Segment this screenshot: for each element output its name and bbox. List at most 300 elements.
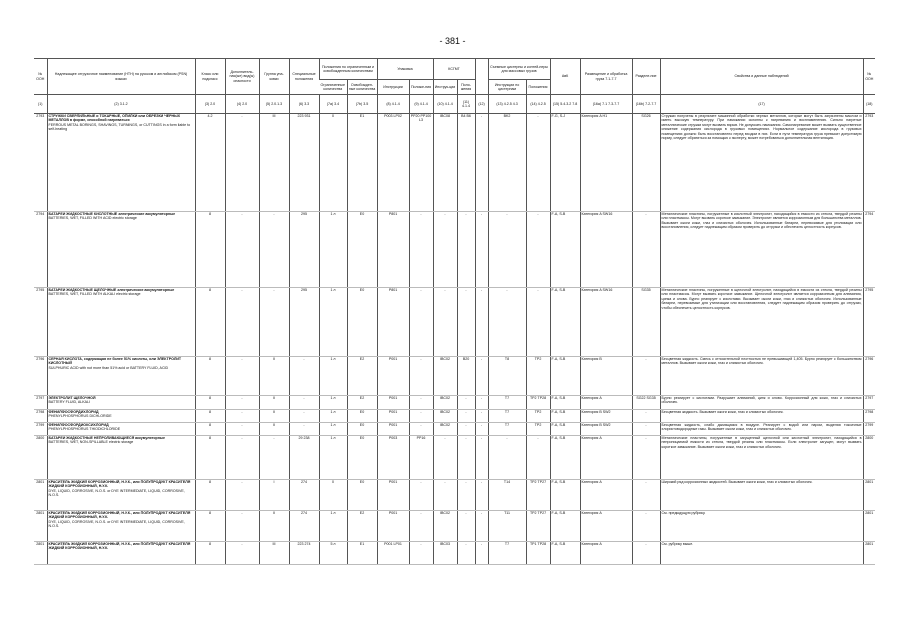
- cell-props: Металлические пластины, погруженные в загущенный щелочной или кислотный электролит, находящийся в непроницаемой емкости из стекла, твердой резины или пластмассы. Если электролит загущен, могут вызвать короткое замыкание. Вызывает ожоги кожи, глаз и слизистых оболочек.: [660, 436, 863, 480]
- cell-t12: -: [475, 480, 488, 511]
- cell-sub: -: [225, 212, 259, 288]
- cell-ti: T7: [488, 423, 526, 436]
- cell-tp: TP2 TP27: [526, 480, 550, 511]
- name-ru: БАТАРЕИ ЖИДКОСТНЫЕ КИСЛОТНЫЕ электрические аккумуляторные: [48, 212, 176, 216]
- table-row: [34, 410, 875, 423]
- cell-stow: Категория A SW16: [580, 212, 632, 288]
- cell-pg: III: [259, 542, 289, 565]
- cell-segr: -: [632, 423, 660, 436]
- cell-props: Металлические пластины, погруженные в кислотный электролит, находящийся в емкости из стекла, твердой резины или пластмассы. Могут вызвать короткое замыкание. Электролит является коррозионным для большинства металлов. Вызывает ожоги кожи, глаз и слизистых оболочек. Использованные батареи, перевозимые для утилизации или восстановления, следует надлежащим образом проверить до отгрузки и обеспечить целостность корпусов.: [660, 212, 863, 288]
- name-ru: БАТАРЕИ ЖИДКОСТНЫЕ ЩЕЛОЧНЫЕ электрические аккумуляторные: [48, 288, 175, 292]
- cell-stow: Категория A: [580, 511, 632, 542]
- header-pack-instr: Инструкции: [377, 80, 409, 95]
- cell-sp: 223 931: [289, 114, 319, 212]
- cell-cls: 8: [195, 436, 225, 480]
- cell-ti: BK2: [488, 114, 526, 212]
- cell-sp: -: [289, 423, 319, 436]
- cell-pi: P801: [377, 288, 409, 357]
- cell-segr: -: [632, 410, 660, 423]
- cell-un2: 2795: [863, 288, 875, 357]
- column-number: (2) 3.1.2: [47, 95, 195, 114]
- cell-stow: Категория B: [580, 357, 632, 396]
- cell-pp: -: [409, 212, 433, 288]
- name-en: DYE, LIQUID, CORROSIVE, N.O.S. or DYE INTERMEDIATE, LIQUID, CORROSIVE, N.O.S.: [48, 519, 185, 529]
- cell-ip: -: [457, 511, 475, 542]
- cell-tp: TP2: [526, 423, 550, 436]
- cell-un2: 2797: [863, 396, 875, 410]
- table-row: [34, 542, 875, 565]
- column-number: (8) 4.1.4: [377, 95, 409, 114]
- cell-un: 2801: [34, 480, 47, 511]
- name-ru: ФЕНИЛФОСФОРДИОКСИХЛОРИД: [48, 423, 109, 427]
- cell-un2: 2800: [863, 436, 875, 480]
- name-ru: БАТАРЕИ ЖИДКОСТНЫЕ НЕПРОЛИВАЮЩИЕСЯ аккумуляторные: [48, 436, 165, 440]
- column-number: (16b) 7.2-7.7: [632, 95, 660, 114]
- column-number: (14) 4.2.5: [526, 95, 550, 114]
- header-un: № ООН: [34, 59, 47, 95]
- cell-ti: T7: [488, 542, 526, 565]
- cell-ip: -: [457, 480, 475, 511]
- cell-pi: P001: [377, 396, 409, 410]
- cell-stow: Категория A: [580, 436, 632, 480]
- cell-t12: -: [475, 410, 488, 423]
- cell-ti: -: [488, 212, 526, 288]
- cell-sp: 223 274: [289, 542, 319, 565]
- cell-name: [47, 480, 195, 511]
- cell-un: 2800: [34, 436, 47, 480]
- cell-cls: 8: [195, 288, 225, 357]
- cell-lq: 1 л: [319, 511, 347, 542]
- cell-cls: 8: [195, 396, 225, 410]
- cell-t12: -: [475, 396, 488, 410]
- cell-pp: -: [409, 396, 433, 410]
- cell-ems: F-A, S-B: [550, 511, 580, 542]
- cell-sp: -: [289, 410, 319, 423]
- table-row: [34, 480, 875, 511]
- cell-stow: Категория B SW2: [580, 410, 632, 423]
- cell-sub: -: [225, 480, 259, 511]
- cell-un2: 2798: [863, 410, 875, 423]
- cell-pp: -: [409, 288, 433, 357]
- cell-segr: -: [632, 542, 660, 565]
- column-number: (9) 4.1.4: [409, 95, 433, 114]
- cell-cls: 8: [195, 511, 225, 542]
- cell-props: Бурно реагирует с кислотами. Разрушает алюминий, цинк и олово. Коррозионный для кожи, глаз и слизистых оболочек.: [660, 396, 863, 410]
- cell-tp: -: [526, 212, 550, 288]
- cell-pp: PP20 PP100 L3: [409, 114, 433, 212]
- cell-cls: 4.2: [195, 114, 225, 212]
- header-un-right: № ООН: [863, 59, 875, 95]
- cell-eq: E2: [347, 357, 377, 396]
- cell-un: 2798: [34, 410, 47, 423]
- cell-ip: -: [457, 436, 475, 480]
- cell-name: [47, 114, 195, 212]
- cell-t12: -: [475, 542, 488, 565]
- cell-ti: T7: [488, 396, 526, 410]
- cell-pg: -: [259, 436, 289, 480]
- cell-eq: E1: [347, 114, 377, 212]
- cell-pg: I: [259, 480, 289, 511]
- cell-pp: -: [409, 542, 433, 565]
- cell-ii: -: [433, 480, 457, 511]
- cell-sp: 295: [289, 288, 319, 357]
- cell-ii: -: [433, 288, 457, 357]
- cell-t12: -: [475, 511, 488, 542]
- cell-tp: -: [526, 114, 550, 212]
- cell-props: Бесцветная жидкость. Смесь с относительной плотностью не превышающей 1,405. Бурно реагирует с большинством металлов. Вызывает ожоги кожи, глаз и слизистых оболочек.: [660, 357, 863, 396]
- column-number: (7a) 3.4: [319, 95, 347, 114]
- cell-stow: Категория A: [580, 542, 632, 565]
- cell-ems: F-A, S-B: [550, 212, 580, 288]
- cell-cls: 8: [195, 542, 225, 565]
- cell-ii: IBC08: [433, 114, 457, 212]
- cell-ii: IBC02: [433, 423, 457, 436]
- header-ibc-instr: Инструк-ции: [433, 80, 457, 95]
- cell-name: [47, 511, 195, 542]
- cell-ti: -: [488, 288, 526, 357]
- cell-lq: 1 л: [319, 410, 347, 423]
- cell-ems: F-A, S-B: [550, 288, 580, 357]
- cell-sub: -: [225, 396, 259, 410]
- header-ibc: КСГМГ: [433, 59, 475, 80]
- table-body: [34, 114, 875, 565]
- cell-un: 2796: [34, 357, 47, 396]
- cell-pg: II: [259, 410, 289, 423]
- name-ru: СТРУЖКИ СВЕРЛИЛЬНЫЕ и ТОКАРНЫЕ, ОПИЛКИ или ОБРЕЗКИ ЧЕРНЫХ МЕТАЛЛОВ в форме, способной нагреваться: [48, 114, 181, 123]
- cell-lq: 1 л: [319, 357, 347, 396]
- cell-name: [47, 542, 195, 565]
- cell-un2: 2801: [863, 480, 875, 511]
- cell-pg: -: [259, 288, 289, 357]
- cell-un: 2799: [34, 423, 47, 436]
- cell-un2: 2794: [863, 212, 875, 288]
- name-en: BATTERIES, WET, FILLED WITH ACID electric storage: [48, 216, 137, 221]
- header-limited: Положения по ограниченным и освобожденным количествам: [319, 59, 377, 80]
- cell-pi: P001: [377, 410, 409, 423]
- cell-stow: Категория A H1: [580, 114, 632, 212]
- cell-cls: 8: [195, 410, 225, 423]
- cell-pi: P001 LP01: [377, 542, 409, 565]
- cell-pi: P001: [377, 357, 409, 396]
- cell-sub: -: [225, 288, 259, 357]
- cell-un: 2797: [34, 396, 47, 410]
- cell-t12: -: [475, 357, 488, 396]
- cell-cls: 8: [195, 480, 225, 511]
- header-pack-prov: Положе-ния: [409, 80, 433, 95]
- cell-ems: F-A, S-B: [550, 423, 580, 436]
- cell-eq: E0: [347, 212, 377, 288]
- cell-segr: -: [632, 480, 660, 511]
- cell-props: Стружки получены в результате машинной обработки черных металлов, которые могут быть загрязнены маслом и иметь высокую температуру. При намокании склонны к нагреванию и воспламенению. Сильно нагретые металлические стружки могут вызвать взрыв. Не допускать намокания. Самонагревание может вызвать существенное снижение содержания кислорода в грузовых помещениях. Нормальное содержание кислорода в грузовых помещениях должно быть восстановлено перед входом в них. Если в пути температура груза превысит допустимую норму, следует обратиться за помощью к эксперту, может потребоваться дополнительная вентиляция.: [660, 114, 863, 212]
- cell-sp: 29 238: [289, 436, 319, 480]
- cell-ii: IBC02: [433, 357, 457, 396]
- cell-pi: P001: [377, 423, 409, 436]
- name-ru: КРАСИТЕЛЬ ЖИДКИЙ КОРРОЗИОННЫЙ, Н.У.К., или ПОЛУПРОДУКТ КРАСИТЕЛЯ ЖИДКИЙ КОРРОЗИОННЫЙ, Н.У.К.: [48, 480, 191, 489]
- cell-pp: -: [409, 423, 433, 436]
- cell-lq: 1 л: [319, 212, 347, 288]
- cell-sp: 274: [289, 511, 319, 542]
- cell-sp: 274: [289, 480, 319, 511]
- cell-eq: E2: [347, 396, 377, 410]
- cell-tp: TP1 TP28: [526, 542, 550, 565]
- cell-pi: P001: [377, 480, 409, 511]
- cell-ti: T7: [488, 410, 526, 423]
- cell-ii: IBC02: [433, 396, 457, 410]
- cell-ems: F-A, S-B: [550, 410, 580, 423]
- cell-un2: 2801: [863, 511, 875, 542]
- name-en: FERROUS METAL BORINGS, SHAVINGS, TURNINGS, or CUTTINGS in a form liable to self-heating: [48, 122, 191, 132]
- cell-props: Широкий ряд коррозионных жидкостей. Вызывает ожоги кожи, глаз и слизистых оболочек.: [660, 480, 863, 511]
- cell-pp: -: [409, 410, 433, 423]
- cell-pg: III: [259, 114, 289, 212]
- cell-segr: SG26: [632, 114, 660, 212]
- cell-un: 2795: [34, 288, 47, 357]
- cell-sub: -: [225, 542, 259, 565]
- header-pg: Группа упа-ковки: [259, 59, 289, 95]
- cell-props: Металлические пластины, погруженные в щелочной электролит, находящийся в емкости из стекла, твердой резины или пластмассы. Могут вызвать короткое замыкание. Щелочной электролит является коррозионным для алюминия, цинка и олова. Бурно реагирует с кислотами. Вызывает ожоги кожи, глаз и слизистых оболочек. Использованные батареи, перевозимые для утилизации или восстановления, следует надлежащим образом проверить до отгрузки, чтобы обеспечить целостность корпусов.: [660, 288, 863, 357]
- cell-name: [47, 436, 195, 480]
- header-tanks: Съемные цистерны и контей-неры для массовых грузов: [488, 59, 550, 80]
- column-number: (18): [863, 95, 875, 114]
- header-packing: Упаковка: [377, 59, 433, 80]
- column-number: (12): [475, 95, 488, 114]
- cell-props: Бесцветная жидкость. Вызывает ожоги кожи, глаз и слизистых оболочек.: [660, 410, 863, 423]
- cell-un: 2793: [34, 114, 47, 212]
- cell-pg: -: [259, 212, 289, 288]
- cell-t12: -: [475, 436, 488, 480]
- cell-ems: F-A, S-B: [550, 396, 580, 410]
- cell-eq: E1: [347, 542, 377, 565]
- cell-ems: F-A, S-B: [550, 357, 580, 396]
- header-subrisk: Дополнитель-ная(ые) вид(ы) опасности: [225, 59, 259, 95]
- cell-lq: 1 л: [319, 396, 347, 410]
- cell-ip: B20: [457, 357, 475, 396]
- cell-stow: Категория A: [580, 396, 632, 410]
- cell-tp: TP2 TP27: [526, 511, 550, 542]
- cell-pg: II: [259, 396, 289, 410]
- cell-ems: F-A, S-B: [550, 436, 580, 480]
- cell-name: [47, 357, 195, 396]
- cell-cls: 8: [195, 423, 225, 436]
- cell-ii: IBC02: [433, 511, 457, 542]
- cell-ti: -: [488, 436, 526, 480]
- cell-pp: -: [409, 357, 433, 396]
- cell-ii: -: [433, 436, 457, 480]
- cell-stow: Категория A SW16: [580, 288, 632, 357]
- cell-un2: 2801: [863, 542, 875, 565]
- column-number: (10) 4.1.4: [433, 95, 457, 114]
- cell-name: [47, 212, 195, 288]
- cell-pg: II: [259, 357, 289, 396]
- table-row: [34, 212, 875, 288]
- cell-eq: E0: [347, 423, 377, 436]
- cell-eq: E0: [347, 288, 377, 357]
- cell-tp: -: [526, 436, 550, 480]
- cell-ii: IBC03: [433, 542, 457, 565]
- cell-tp: -: [526, 288, 550, 357]
- header-exc-qty: Освобожден-ные количества: [347, 80, 377, 95]
- header-class: Класс или подкласс: [195, 59, 225, 95]
- cell-pp: PP16: [409, 436, 433, 480]
- cell-sub: -: [225, 114, 259, 212]
- cell-un2: 2799: [863, 423, 875, 436]
- cell-ip: -: [457, 396, 475, 410]
- cell-sp: 295: [289, 212, 319, 288]
- name-en: BATTERY FLUID, ALKALI: [48, 400, 91, 405]
- cell-sp: -: [289, 357, 319, 396]
- cell-t12: -: [475, 423, 488, 436]
- cell-ems: F-A, S-B: [550, 480, 580, 511]
- name-ru: ЭЛЕКТРОЛИТ ЩЕЛОЧНОЙ: [48, 396, 96, 400]
- table-row: [34, 423, 875, 436]
- cell-lq: 0: [319, 114, 347, 212]
- cell-name: [47, 288, 195, 357]
- cell-segr: -: [632, 436, 660, 480]
- dangerous-goods-table: [34, 58, 875, 565]
- column-number: (7b) 3.5: [347, 95, 377, 114]
- header-properties: Свойства и данные наблюдений: [660, 59, 863, 95]
- cell-ip: -: [457, 542, 475, 565]
- cell-lq: 1 л: [319, 423, 347, 436]
- cell-stow: Категория A: [580, 480, 632, 511]
- header-tank-prov: Положения: [526, 80, 550, 95]
- cell-props: См. предыдущую рубрику.: [660, 511, 863, 542]
- cell-eq: E2: [347, 511, 377, 542]
- cell-segr: -: [632, 357, 660, 396]
- cell-segr: -: [632, 511, 660, 542]
- cell-ii: -: [433, 212, 457, 288]
- page-number: - 381 -: [439, 36, 466, 46]
- name-en: PHENYLPHOSPHORUS THIODICHLORIDE: [48, 427, 121, 432]
- cell-props: Бесцветная жидкость, слабо дымящаяся в воздухе. Реагирует с водой или паром, выделяя токсичные хлористоводородные газы. Вызывает ожоги кожи, глаз и слизистых оболочек.: [660, 423, 863, 436]
- table-row: [34, 511, 875, 542]
- column-number-row: [34, 95, 875, 114]
- cell-ip: B4 B6: [457, 114, 475, 212]
- cell-un: 2794: [34, 212, 47, 288]
- column-number: (15) 5.4.3.2 7.8: [550, 95, 580, 114]
- name-ru: КРАСИТЕЛЬ ЖИДКИЙ КОРРОЗИОННЫЙ, Н.У.К., или ПОЛУПРОДУКТ КРАСИТЕЛЯ ЖИДКИЙ КОРРОЗИОННЫЙ, Н.У.К.: [48, 542, 191, 551]
- name-en: SULPHURIC ACID with not more than 51% acid or BATTERY FLUID, ACID: [48, 365, 169, 370]
- header-sp: Специальные положения: [289, 59, 319, 95]
- cell-props: См. рубрику выше.: [660, 542, 863, 565]
- header-ibc-prov: Поло-жения: [457, 80, 475, 95]
- name-en: BATTERIES, WET, NON-SPILLABLE electric storage: [48, 440, 134, 445]
- cell-eq: E0: [347, 410, 377, 423]
- name-ru: СЕРНАЯ КИСЛОТА, содержащая не более 51% кислоты, или ЭЛЕКТРОЛИТ КИСЛОТНЫЙ: [48, 357, 182, 366]
- cell-pi: P001: [377, 511, 409, 542]
- cell-pp: -: [409, 480, 433, 511]
- column-number: (16a) 7.1 7.3-7.7: [580, 95, 632, 114]
- cell-cls: 8: [195, 357, 225, 396]
- cell-tp: TP2 TP28: [526, 396, 550, 410]
- table-row: [34, 114, 875, 212]
- name-ru: ФЕНИЛФОСФОРДИХЛОРИД: [48, 410, 99, 414]
- header-segregation: Разделе-ние: [632, 59, 660, 95]
- cell-pp: -: [409, 511, 433, 542]
- cell-ti: T14: [488, 480, 526, 511]
- header-12: [475, 59, 488, 95]
- column-number: (13) 4.2.5 4.3: [488, 95, 526, 114]
- column-number: (3) 2.0: [195, 95, 225, 114]
- cell-ip: -: [457, 410, 475, 423]
- cell-un: 2801: [34, 511, 47, 542]
- cell-segr: -: [632, 212, 660, 288]
- cell-segr: SG35: [632, 288, 660, 357]
- name-ru: КРАСИТЕЛЬ ЖИДКИЙ КОРРОЗИОННЫЙ, Н.У.К., или ПОЛУПРОДУКТ КРАСИТЕЛЯ ЖИДКИЙ КОРРОЗИОННЫЙ, Н.У.К.: [48, 511, 191, 520]
- cell-ems: F-G, S-J: [550, 114, 580, 212]
- cell-segr: SG22 SG35: [632, 396, 660, 410]
- cell-ii: IBC02: [433, 410, 457, 423]
- cell-lq: 0: [319, 480, 347, 511]
- table-row: [34, 396, 875, 410]
- header-ems: АвК: [550, 59, 580, 95]
- cell-t12: -: [475, 288, 488, 357]
- cell-eq: E0: [347, 480, 377, 511]
- cell-ems: F-A, S-B: [550, 542, 580, 565]
- cell-sub: -: [225, 357, 259, 396]
- cell-ti: T8: [488, 357, 526, 396]
- name-en: PHENYLPHOSPHORUS DICHLORIDE: [48, 414, 112, 419]
- cell-lq: 1 л: [319, 288, 347, 357]
- cell-pi: P003 LP02: [377, 114, 409, 212]
- column-number: (4) 2.0: [225, 95, 259, 114]
- cell-ti: T11: [488, 511, 526, 542]
- cell-pg: II: [259, 511, 289, 542]
- cell-sub: -: [225, 436, 259, 480]
- cell-ip: -: [457, 288, 475, 357]
- cell-stow: Категория B SW2: [580, 423, 632, 436]
- cell-ip: -: [457, 423, 475, 436]
- cell-un2: 2793: [863, 114, 875, 212]
- cell-pg: II: [259, 423, 289, 436]
- cell-lq: 1 л: [319, 436, 347, 480]
- cell-sp: -: [289, 396, 319, 410]
- table-row: [34, 436, 875, 480]
- cell-name: [47, 410, 195, 423]
- cell-pi: P801: [377, 212, 409, 288]
- header-tank-instr: Инструкции по цистернам: [488, 80, 526, 95]
- cell-pi: P003: [377, 436, 409, 480]
- cell-un: 2801: [34, 542, 47, 565]
- cell-ip: -: [457, 212, 475, 288]
- table-row: [34, 357, 875, 396]
- cell-name: [47, 396, 195, 410]
- cell-tp: TP2: [526, 410, 550, 423]
- cell-t12: -: [475, 114, 488, 212]
- name-en: BATTERIES, WET, FILLED WITH ALKALI electric storage: [48, 292, 141, 297]
- cell-lq: 5 л: [319, 542, 347, 565]
- cell-t12: -: [475, 212, 488, 288]
- cell-eq: E0: [347, 436, 377, 480]
- cell-sub: -: [225, 423, 259, 436]
- cell-sub: -: [225, 511, 259, 542]
- column-number: (5) 2.0.1.3: [259, 95, 289, 114]
- column-number: (1): [34, 95, 47, 114]
- header-name: Надлежащее отгрузочное наименование (НТН) на русском и английском (PSN) языках: [47, 59, 195, 95]
- name-en: DYE, LIQUID, CORROSIVE, N.O.S. or DYE INTERMEDIATE, LIQUID, CORROSIVE, N.O.S.: [48, 488, 185, 498]
- column-number: (17): [660, 95, 863, 114]
- cell-cls: 8: [195, 212, 225, 288]
- cell-tp: TP2: [526, 357, 550, 396]
- cell-un2: 2796: [863, 357, 875, 396]
- table-row: [34, 288, 875, 357]
- column-number: (11) 4.1.4: [457, 95, 475, 114]
- header-stowage: Размещение и обработка груза 7.1-7.7: [580, 59, 632, 95]
- cell-sub: -: [225, 410, 259, 423]
- header-lim-qty: Ограниченные количества: [319, 80, 347, 95]
- column-number: (6) 3.3: [289, 95, 319, 114]
- cell-name: [47, 423, 195, 436]
